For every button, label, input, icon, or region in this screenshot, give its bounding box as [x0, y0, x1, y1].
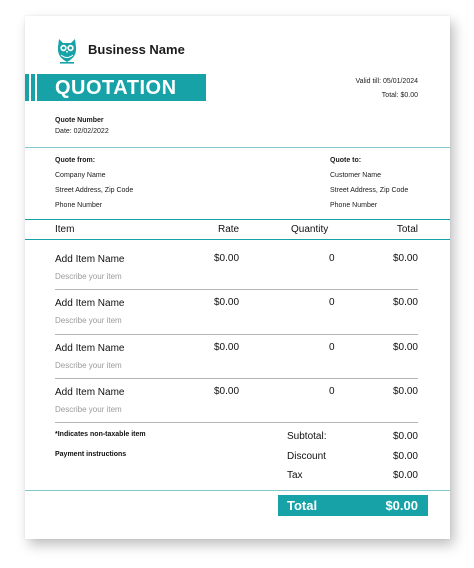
to-phone: Phone Number — [330, 202, 378, 209]
quote-to-block — [330, 153, 408, 213]
grand-total-label: Total — [287, 498, 318, 513]
item-name: Add Item Name — [55, 387, 125, 398]
item-name: Add Item Name — [55, 343, 125, 354]
item-total: $0.00 — [392, 297, 418, 308]
customer-name: Customer Name — [330, 172, 381, 179]
column-header-total: Total — [396, 224, 418, 235]
quote-from-heading: Quote from: — [55, 157, 96, 164]
item-description: Describe your item — [55, 316, 122, 325]
quote-to-heading: Quote to: — [330, 157, 362, 164]
document-title: QUOTATION — [55, 77, 177, 99]
item-total: $0.00 — [392, 386, 418, 397]
item-quantity: 0 — [329, 386, 335, 397]
quote-from-block — [55, 153, 133, 213]
item-description: Describe your item — [55, 272, 122, 281]
tax-label: Tax — [287, 470, 303, 481]
item-rate: $0.00 — [214, 297, 240, 308]
column-header-quantity: Quantity — [291, 224, 329, 235]
owl-icon — [56, 37, 78, 64]
quote-number-label: Quote Number — [55, 117, 104, 124]
subtotal-value: $0.00 — [392, 431, 418, 442]
item-quantity: 0 — [329, 342, 335, 353]
discount-value: $0.00 — [392, 451, 418, 462]
row-divider — [55, 289, 418, 290]
valid-till: Valid till: 05/01/2024 — [355, 78, 418, 85]
row-divider — [55, 334, 418, 335]
row-divider — [55, 378, 418, 379]
subtotal-label: Subtotal: — [287, 431, 327, 442]
from-phone: Phone Number — [55, 202, 103, 209]
title-band-stripe — [31, 74, 35, 101]
non-taxable-note: *Indicates non-taxable item — [55, 431, 146, 438]
payment-instructions: Payment instructions — [55, 451, 127, 458]
title-band-stripe — [25, 74, 29, 101]
company-name: Company Name — [55, 172, 106, 179]
item-quantity: 0 — [329, 253, 335, 264]
column-header-item: Item — [55, 224, 75, 235]
discount-label: Discount — [287, 451, 326, 462]
divider — [25, 219, 450, 220]
item-description: Describe your item — [55, 361, 122, 370]
item-quantity: 0 — [329, 297, 335, 308]
item-name: Add Item Name — [55, 254, 125, 265]
grand-total-value: $0.00 — [385, 498, 418, 513]
from-address: Street Address, Zip Code — [55, 187, 134, 194]
item-rate: $0.00 — [214, 386, 240, 397]
item-name: Add Item Name — [55, 298, 125, 309]
total-summary: Total: $0.00 — [381, 92, 418, 99]
divider — [25, 239, 450, 240]
item-total: $0.00 — [392, 253, 418, 264]
item-total: $0.00 — [392, 342, 418, 353]
item-description: Describe your item — [55, 405, 122, 414]
to-address: Street Address, Zip Code — [330, 187, 409, 194]
item-rate: $0.00 — [214, 253, 240, 264]
item-rate: $0.00 — [214, 342, 240, 353]
tax-value: $0.00 — [392, 470, 418, 481]
divider — [25, 147, 450, 148]
divider — [25, 490, 450, 491]
quote-date: Date: 02/02/2022 — [55, 128, 109, 135]
column-header-rate: Rate — [218, 224, 240, 235]
business-name: Business Name — [88, 42, 185, 57]
row-divider — [55, 422, 418, 423]
